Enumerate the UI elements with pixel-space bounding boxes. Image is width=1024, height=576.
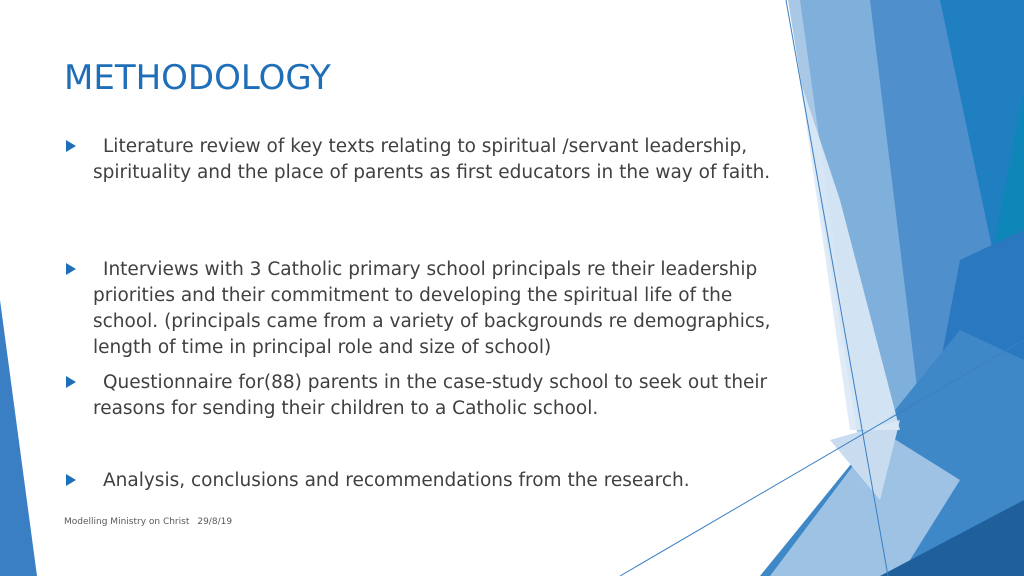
footer-text: Modelling Ministry on Christ xyxy=(64,517,190,527)
triangle-bullet-icon xyxy=(66,474,76,486)
bullet-text: Analysis, conclusions and recommendations from the research. xyxy=(103,470,690,491)
bullet-text: Literature review of key texts relating to spiritual /servant leadership, spirituality and the place of parents as first educators in the way of faith. xyxy=(93,136,771,183)
triangle-bullet-icon xyxy=(66,376,76,388)
left-edge-shape xyxy=(0,300,37,576)
slide-footer xyxy=(64,517,232,527)
bullet-text: Interviews with 3 Catholic primary school principals re their leadership priorities and their commitment to developing the spiritual life of the school. (principals came from a variety of backgrounds re demographics, length of time in principal role and size of school) xyxy=(93,259,771,358)
slide-title: METHODOLOGY xyxy=(64,58,331,98)
bullet-text: Questionnaire for(88) parents in the case-study school to seek out their reasons for sending their children to a Catholic school. xyxy=(93,372,768,419)
triangle-bullet-icon xyxy=(66,263,76,275)
footer-date: 29/8/19 xyxy=(197,517,233,527)
triangle-bullet-icon xyxy=(66,140,76,152)
